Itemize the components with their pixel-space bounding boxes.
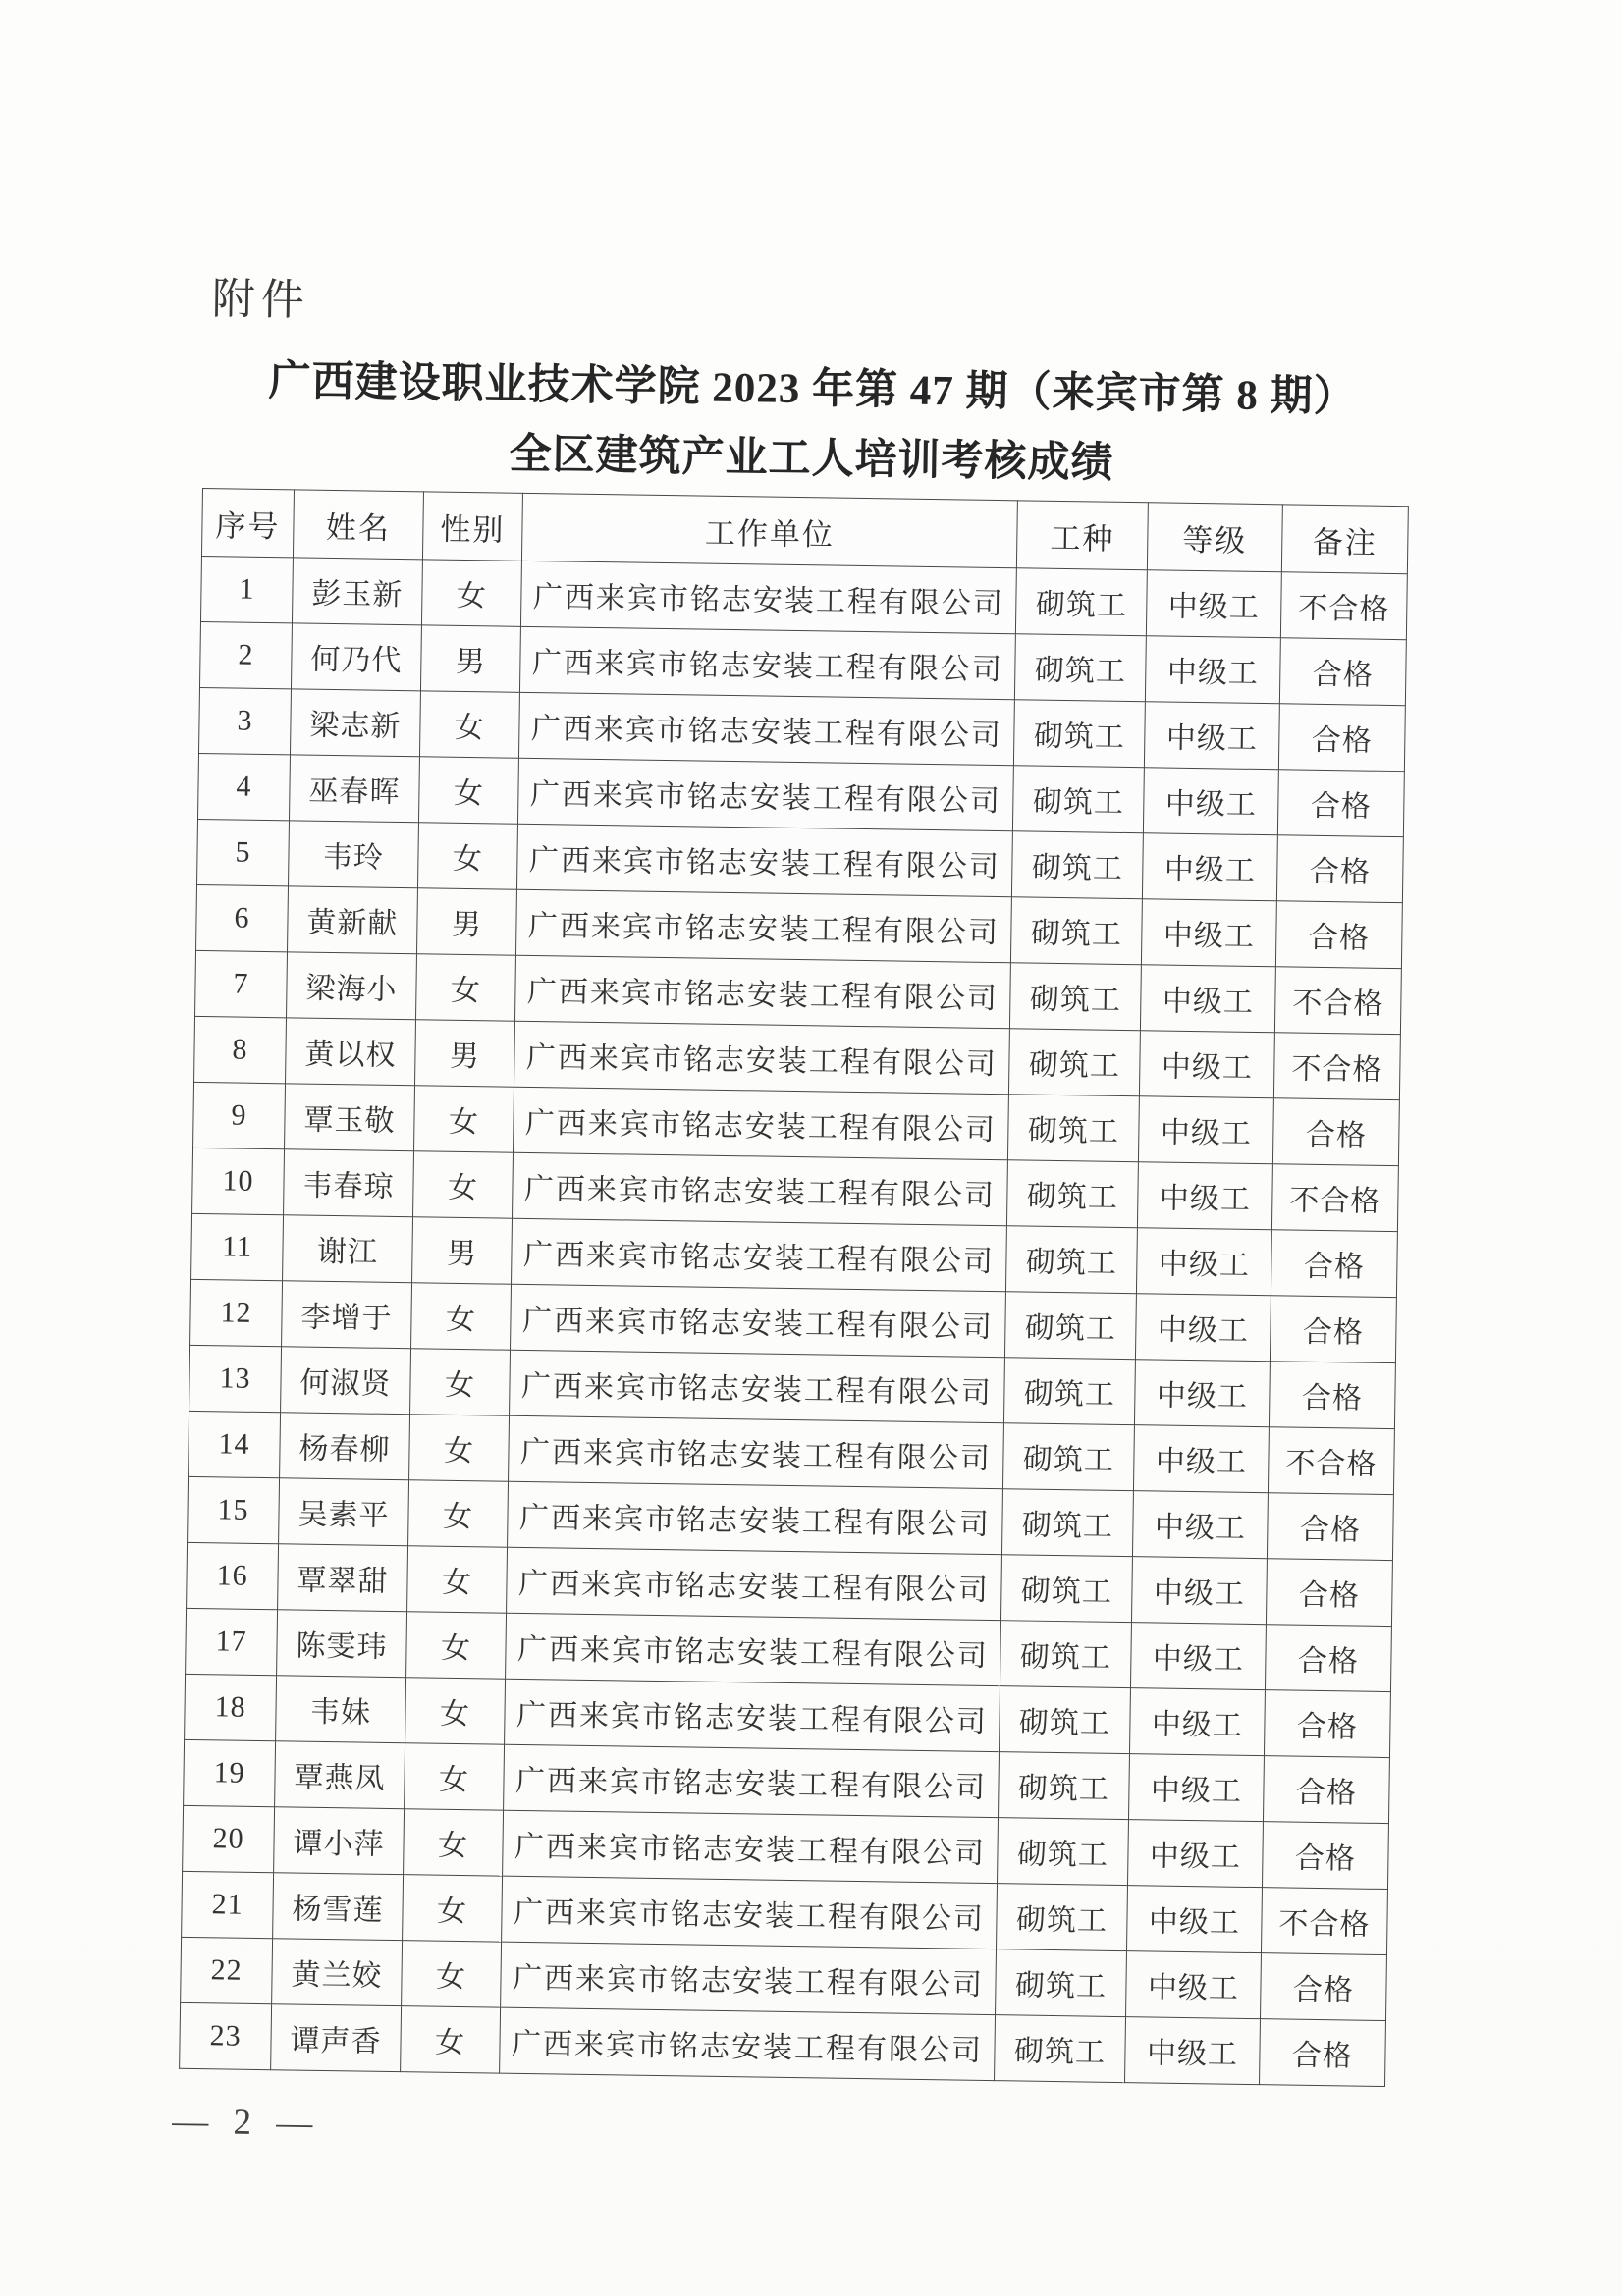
attachment-label: 附件 xyxy=(211,275,311,325)
table-cell: 砌筑工 xyxy=(1000,1555,1132,1623)
table-cell: 9 xyxy=(193,1082,286,1148)
table-cell: 女 xyxy=(403,1875,503,1942)
table-cell: 广西来宾市铭志安装工程有限公司 xyxy=(515,889,1011,962)
table-cell: 杨春柳 xyxy=(280,1413,410,1480)
table-cell: 男 xyxy=(415,1020,515,1087)
table-cell: 广西来宾市铭志安装工程有限公司 xyxy=(511,1284,1006,1357)
table-cell: 中级工 xyxy=(1131,1557,1267,1625)
table-cell: 砌筑工 xyxy=(1003,1358,1135,1425)
table-cell: 不合格 xyxy=(1280,572,1407,640)
table-cell: 梁海小 xyxy=(287,952,417,1020)
table-cell: 合格 xyxy=(1279,638,1406,706)
table-cell: 中级工 xyxy=(1140,965,1275,1033)
header-cell: 备注 xyxy=(1281,505,1408,574)
document-title xyxy=(0,343,1622,506)
table-cell: 广西来宾市铭志安装工程有限公司 xyxy=(513,1152,1008,1225)
table-cell: 女 xyxy=(406,1678,506,1744)
table-cell: 17 xyxy=(186,1608,278,1675)
table-cell: 黄以权 xyxy=(286,1018,416,1086)
table-cell: 广西来宾市铭志安装工程有限公司 xyxy=(518,692,1014,765)
table-cell: 何淑贤 xyxy=(281,1347,411,1415)
table-cell: 合格 xyxy=(1276,835,1403,903)
table-cell: 砌筑工 xyxy=(995,2015,1126,2083)
table-cell: 覃玉敬 xyxy=(285,1084,415,1151)
table-cell: 砌筑工 xyxy=(998,1818,1129,1886)
table-cell: 合格 xyxy=(1272,1098,1399,1166)
table-cell: 男 xyxy=(416,888,516,955)
table-cell: 砌筑工 xyxy=(1012,766,1144,833)
table-cell: 女 xyxy=(421,560,521,626)
table-cell: 15 xyxy=(188,1476,280,1543)
table-cell: 20 xyxy=(183,1805,275,1872)
table-cell: 合格 xyxy=(1265,1625,1391,1692)
table-body xyxy=(180,556,1408,2086)
table-cell: 砌筑工 xyxy=(1006,1160,1138,1228)
table-cell: 女 xyxy=(419,691,519,758)
table-cell: 7 xyxy=(195,950,288,1017)
table-cell: 陈雯玮 xyxy=(277,1610,407,1678)
table-cell: 韦妹 xyxy=(276,1676,406,1743)
table-cell: 杨雪莲 xyxy=(273,1873,404,1941)
table-cell: 彭玉新 xyxy=(292,558,422,625)
header-cell: 等级 xyxy=(1147,503,1282,572)
table-cell: 砌筑工 xyxy=(1004,1292,1136,1360)
table-cell: 何乃代 xyxy=(291,623,421,691)
table-cell: 合格 xyxy=(1262,1822,1388,1890)
table-cell: 砌筑工 xyxy=(1010,897,1142,965)
table-cell: 中级工 xyxy=(1133,1425,1269,1493)
table-cell: 砌筑工 xyxy=(997,1884,1128,1951)
table-cell: 广西来宾市铭志安装工程有限公司 xyxy=(507,1547,1002,1620)
table-cell: 中级工 xyxy=(1134,1360,1270,1427)
table-cell: 中级工 xyxy=(1129,1688,1265,1756)
table-cell: 合格 xyxy=(1264,1690,1390,1758)
table-cell: 梁志新 xyxy=(290,689,420,757)
table-cell: 合格 xyxy=(1260,1953,1386,2021)
table-cell: 女 xyxy=(401,2006,501,2073)
table-cell: 女 xyxy=(408,1480,509,1547)
table-cell: 女 xyxy=(406,1612,507,1679)
header-cell: 序号 xyxy=(201,488,294,557)
table-cell: 中级工 xyxy=(1143,768,1278,835)
table-cell: 中级工 xyxy=(1141,899,1276,967)
table-cell: 合格 xyxy=(1266,1559,1392,1627)
table-cell: 女 xyxy=(402,1941,502,2007)
table-cell: 韦玲 xyxy=(289,821,419,888)
table-cell: 中级工 xyxy=(1132,1491,1268,1559)
table-cell: 女 xyxy=(411,1283,512,1350)
table-cell: 合格 xyxy=(1263,1756,1389,1824)
table-cell: 谭小萍 xyxy=(274,1807,405,1875)
table-cell: 黄新献 xyxy=(288,886,418,954)
table-cell: 中级工 xyxy=(1127,1820,1263,1888)
table-cell: 中级工 xyxy=(1136,1228,1271,1296)
table-cell: 合格 xyxy=(1270,1296,1396,1363)
table-cell: 韦春琼 xyxy=(284,1149,414,1217)
table-cell: 中级工 xyxy=(1137,1162,1272,1230)
header-cell: 姓名 xyxy=(293,490,423,560)
table-cell: 覃翠甜 xyxy=(278,1544,408,1612)
table-cell: 8 xyxy=(194,1016,287,1083)
table-cell: 砌筑工 xyxy=(1015,568,1147,636)
table-cell: 18 xyxy=(185,1674,277,1740)
table-cell: 女 xyxy=(409,1415,510,1481)
table-cell: 中级工 xyxy=(1128,1754,1264,1822)
table-cell: 合格 xyxy=(1277,770,1404,837)
table-cell: 砌筑工 xyxy=(999,1752,1130,1820)
table-cell: 砌筑工 xyxy=(1000,1621,1131,1688)
table-cell: 砌筑工 xyxy=(996,1949,1127,2017)
table-cell: 11 xyxy=(191,1213,284,1280)
table-cell: 男 xyxy=(412,1217,513,1284)
table-cell: 2 xyxy=(199,621,292,688)
table-cell: 广西来宾市铭志安装工程有限公司 xyxy=(514,1021,1009,1094)
table-cell: 广西来宾市铭志安装工程有限公司 xyxy=(508,1481,1003,1554)
table-cell: 不合格 xyxy=(1273,1033,1400,1100)
title-line-1: 广西建设职业技术学院 2023 年第 47 期（来宾市第 8 期） xyxy=(268,357,1357,421)
table-cell: 不合格 xyxy=(1268,1427,1394,1495)
header-cell: 工种 xyxy=(1016,501,1148,570)
table-cell: 砌筑工 xyxy=(1005,1226,1137,1294)
table-cell: 10 xyxy=(192,1148,285,1214)
title-line-2: 全区建筑产业工人培训考核成绩 xyxy=(509,431,1114,487)
table-cell: 中级工 xyxy=(1139,1031,1274,1098)
table-cell: 女 xyxy=(407,1546,508,1613)
table-cell: 不合格 xyxy=(1271,1164,1398,1232)
table-cell: 13 xyxy=(189,1345,282,1412)
table-cell: 合格 xyxy=(1278,704,1405,772)
table-cell: 中级工 xyxy=(1135,1294,1271,1362)
table-cell: 女 xyxy=(405,1743,505,1810)
table-cell: 覃燕凤 xyxy=(275,1741,406,1809)
table-cell: 广西来宾市铭志安装工程有限公司 xyxy=(512,1218,1007,1291)
table-cell: 合格 xyxy=(1275,901,1402,969)
table-cell: 中级工 xyxy=(1127,1886,1263,1953)
table-cell: 砌筑工 xyxy=(1000,1686,1131,1754)
table-cell: 6 xyxy=(196,884,289,951)
table-cell: 砌筑工 xyxy=(1013,700,1145,768)
table-cell: 女 xyxy=(413,1151,514,1218)
table-cell: 合格 xyxy=(1269,1362,1395,1429)
table-cell: 砌筑工 xyxy=(1007,1095,1139,1162)
table-cell: 广西来宾市铭志安装工程有限公司 xyxy=(500,2007,996,2080)
table-cell: 砌筑工 xyxy=(1002,1423,1134,1491)
table-cell: 合格 xyxy=(1267,1493,1393,1561)
table-cell: 广西来宾市铭志安装工程有限公司 xyxy=(519,626,1015,699)
table-cell: 砌筑工 xyxy=(1014,634,1146,702)
table-cell: 谭声香 xyxy=(271,2004,402,2072)
table-cell: 广西来宾市铭志安装工程有限公司 xyxy=(506,1613,1001,1685)
table-cell: 1 xyxy=(200,556,293,622)
table-cell: 砌筑工 xyxy=(1008,1029,1140,1096)
table-cell: 女 xyxy=(417,823,517,889)
table-cell: 22 xyxy=(181,1937,273,2003)
table-cell: 男 xyxy=(420,625,520,692)
table-cell: 不合格 xyxy=(1274,967,1401,1035)
table-cell: 中级工 xyxy=(1145,636,1280,704)
table-cell: 女 xyxy=(404,1809,504,1876)
results-table xyxy=(179,488,1409,2087)
table-cell: 广西来宾市铭志安装工程有限公司 xyxy=(503,1810,999,1883)
table-cell: 吴素平 xyxy=(279,1478,409,1546)
table-cell: 合格 xyxy=(1271,1230,1397,1298)
table-cell: 5 xyxy=(197,819,290,885)
table-cell: 中级工 xyxy=(1142,833,1277,901)
header-cell: 工作单位 xyxy=(521,493,1017,567)
table-cell: 砌筑工 xyxy=(1009,963,1141,1031)
header-cell: 性别 xyxy=(422,492,522,561)
table-cell: 4 xyxy=(198,753,291,820)
table-cell: 广西来宾市铭志安装工程有限公司 xyxy=(517,758,1013,830)
table-cell: 不合格 xyxy=(1261,1888,1387,1955)
table-cell: 中级工 xyxy=(1144,702,1279,770)
table-cell: 中级工 xyxy=(1138,1096,1273,1164)
table-cell: 女 xyxy=(416,954,516,1021)
table-cell: 中级工 xyxy=(1130,1623,1266,1690)
table-cell: 砌筑工 xyxy=(1001,1489,1133,1557)
table-cell: 黄兰姣 xyxy=(272,1939,403,2006)
table-cell: 21 xyxy=(182,1871,274,1938)
table-cell: 广西来宾市铭志安装工程有限公司 xyxy=(520,561,1016,633)
table-cell: 广西来宾市铭志安装工程有限公司 xyxy=(510,1350,1005,1422)
table-cell: 谢江 xyxy=(283,1215,413,1283)
table-cell: 广西来宾市铭志安装工程有限公司 xyxy=(501,1942,997,2014)
table-cell: 12 xyxy=(190,1279,283,1346)
table-cell: 广西来宾市铭志安装工程有限公司 xyxy=(516,824,1012,896)
table-cell: 中级工 xyxy=(1125,2017,1261,2085)
table-cell: 广西来宾市铭志安装工程有限公司 xyxy=(514,1087,1009,1159)
table-cell: 14 xyxy=(189,1411,281,1477)
table-cell: 广西来宾市铭志安装工程有限公司 xyxy=(514,955,1010,1028)
table-cell: 23 xyxy=(180,2002,272,2069)
table-cell: 3 xyxy=(199,687,292,754)
table-cell: 广西来宾市铭志安装工程有限公司 xyxy=(509,1415,1004,1488)
table-cell: 砌筑工 xyxy=(1011,831,1143,899)
table-cell: 16 xyxy=(187,1542,279,1609)
table-cell: 女 xyxy=(418,757,518,824)
table-cell: 广西来宾市铭志安装工程有限公司 xyxy=(504,1744,1000,1817)
table-cell: 中级工 xyxy=(1126,1951,1262,2019)
table-cell: 女 xyxy=(410,1349,511,1415)
table-cell: 合格 xyxy=(1260,2019,1386,2087)
table-cell: 巫春晖 xyxy=(289,755,419,823)
page-number: — 2 — xyxy=(172,2101,321,2144)
table-cell: 中级工 xyxy=(1146,570,1281,638)
table-cell: 19 xyxy=(184,1739,276,1806)
table-cell: 广西来宾市铭志安装工程有限公司 xyxy=(505,1679,1000,1751)
table-cell: 李增于 xyxy=(282,1281,412,1349)
table-cell: 广西来宾市铭志安装工程有限公司 xyxy=(502,1876,998,1949)
table-cell: 女 xyxy=(414,1086,514,1152)
